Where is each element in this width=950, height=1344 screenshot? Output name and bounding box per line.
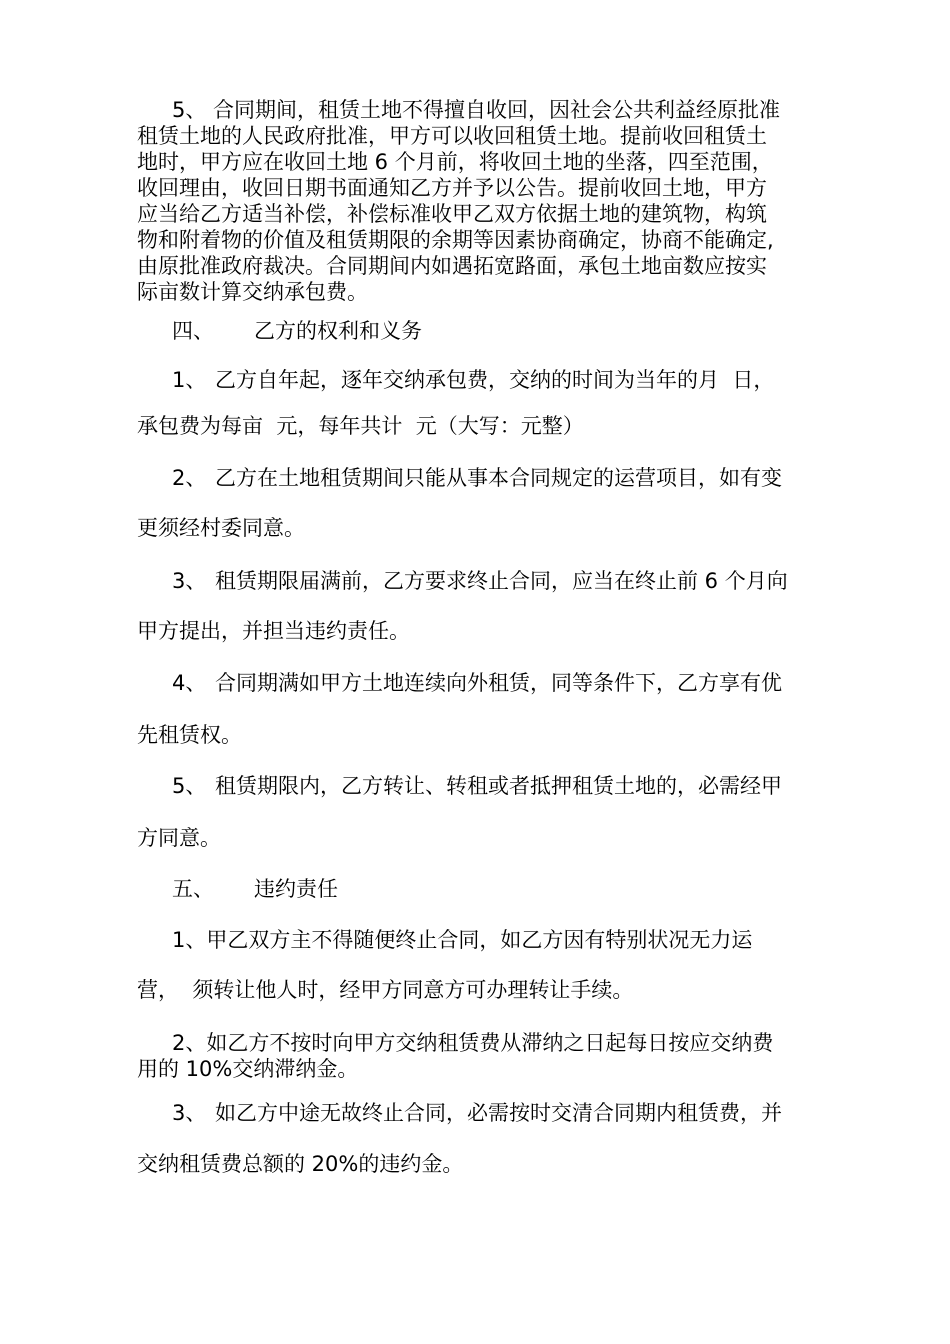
clause-line: 际亩数计算交纳承包费。 — [137, 280, 368, 304]
item-number: 1、 — [172, 368, 207, 392]
list-item-line: 甲方提出，并担当违约责任。 — [137, 619, 410, 643]
list-item-line: 先租赁权。 — [137, 723, 242, 747]
list-item-line: 2、如乙方不按时向甲方交纳租赁费从滞纳之日起每日按应交纳费 — [172, 1031, 774, 1055]
list-item-line: 方同意。 — [137, 826, 221, 850]
item-number: 3、 — [172, 569, 207, 593]
item-number: 3、 — [172, 1101, 207, 1125]
item-text: 乙方在土地租赁期间只能从事本合同规定的运营项目，如有变 — [215, 466, 782, 490]
clause-line: 收回理由，收回日期书面通知乙方并予以公告。提前收回土地，甲方 — [137, 176, 767, 200]
list-item-line: 1、甲乙双方主不得随便终止合同，如乙方因有特别状况无力运 — [172, 928, 753, 952]
clause-line: 由原批准政府裁决。合同期间内如遇拓宽路面，承包土地亩数应按实 — [137, 254, 767, 278]
section-number: 四、 — [172, 319, 214, 343]
clause-line: 地时，甲方应在收回土地 6 个月前，将收回土地的坐落，四至范围， — [137, 150, 773, 174]
item-text: 合同期满如甲方土地连续向外租赁，同等条件下，乙方享有优 — [215, 671, 782, 695]
list-item-line: 用的 10%交纳滞纳金。 — [137, 1057, 359, 1081]
list-item-line — [172, 568, 950, 594]
list-item-line — [172, 1100, 950, 1126]
list-item-line: 承包费为每亩 元，每年共计 元（大写：元整） — [137, 414, 584, 438]
item-text: 如乙方中途无故终止合同，必需按时交清合同期内租赁费，并 — [215, 1101, 782, 1125]
item-number: 5、 — [172, 774, 207, 798]
list-item-line: 更须经村委同意。 — [137, 516, 305, 540]
section-heading — [172, 318, 950, 344]
list-item-line — [172, 367, 950, 393]
item-text: 乙方自年起，逐年交纳承包费，交纳的时间为当年的月 日， — [215, 368, 775, 392]
list-item-line — [172, 670, 950, 696]
clause-line: 应当给乙方适当补偿，补偿标准收甲乙双方依据土地的建筑物，构筑 — [137, 202, 767, 226]
clause-line: 5、 合同期间，租赁土地不得擅自收回，因社会公共利益经原批准 — [172, 98, 781, 122]
section-title: 违约责任 — [254, 877, 338, 901]
item-text: 租赁期限届满前，乙方要求终止合同，应当在终止前 6 个月向 — [215, 569, 788, 593]
item-number: 2、 — [172, 466, 207, 490]
list-item-line: 交纳租赁费总额的 20%的违约金。 — [137, 1152, 464, 1176]
list-item-line — [172, 465, 950, 491]
section-title: 乙方的权利和义务 — [254, 319, 422, 343]
item-text: 租赁期限内，乙方转让、转租或者抵押租赁土地的，必需经甲 — [215, 774, 782, 798]
item-number: 4、 — [172, 671, 207, 695]
section-heading — [172, 876, 950, 902]
list-item-line — [172, 773, 950, 799]
list-item-line: 营， 须转让他人时，经甲方同意方可办理转让手续。 — [137, 978, 634, 1002]
clause-line: 租赁土地的人民政府批准，甲方可以收回租赁土地。提前收回租赁土 — [137, 124, 767, 148]
clause-line: 物和附着物的价值及租赁期限的余期等因素协商确定，协商不能确定, — [137, 228, 774, 252]
section-number: 五、 — [172, 877, 214, 901]
